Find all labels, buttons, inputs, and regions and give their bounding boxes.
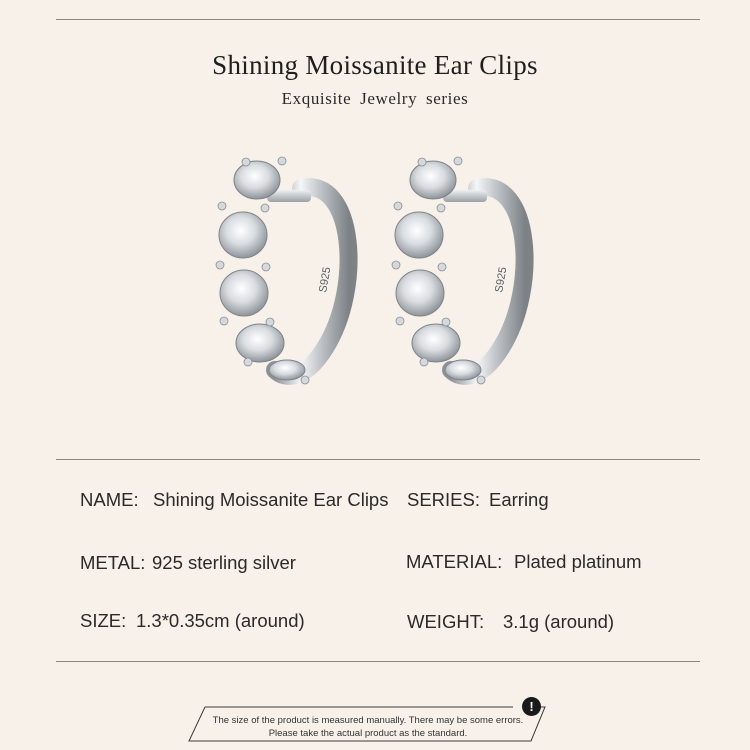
spec-material [406,551,642,573]
spec-series [407,489,549,511]
middle-divider [56,459,700,460]
bottom-divider [56,661,700,662]
spec-size-value: 1.3*0.35cm (around) [136,610,305,631]
s925-stamp-right: S925 [493,266,510,294]
spec-series-label: SERIES: [407,489,480,510]
spec-weight [407,611,615,633]
spec-series-value: Earring [489,489,549,510]
left-earring [216,157,349,384]
notice-line-1: The size of the product is measured manually. There may be some errors. [212,715,524,726]
spec-name-label: NAME: [80,489,139,510]
spec-metal-value: 925 sterling silver [152,552,296,573]
spec-weight-value: 3.1g (around) [503,611,615,632]
page-title: Shining Moissanite Ear Clips [212,50,538,80]
spec-name-value: Shining Moissanite Ear Clips [153,489,389,510]
spec-material-value: Plated platinum [514,551,642,572]
spec-material-label: MATERIAL: [406,551,503,572]
warning-icon: ! [522,697,541,716]
spec-name [80,489,389,511]
product-image [205,148,555,413]
spec-metal-label: METAL: [80,552,146,573]
top-divider [56,19,700,20]
page-subtitle: Exquisite Jewelry series [281,89,469,108]
spec-size-label: SIZE: [80,610,127,631]
spec-metal [80,552,296,574]
measurement-notice [183,703,553,743]
right-earring [392,157,525,384]
spec-weight-label: WEIGHT: [407,611,485,632]
spec-size [80,610,305,632]
notice-line-2: Please take the actual product as the standard. [268,728,468,739]
s925-stamp-left: S925 [317,266,334,294]
